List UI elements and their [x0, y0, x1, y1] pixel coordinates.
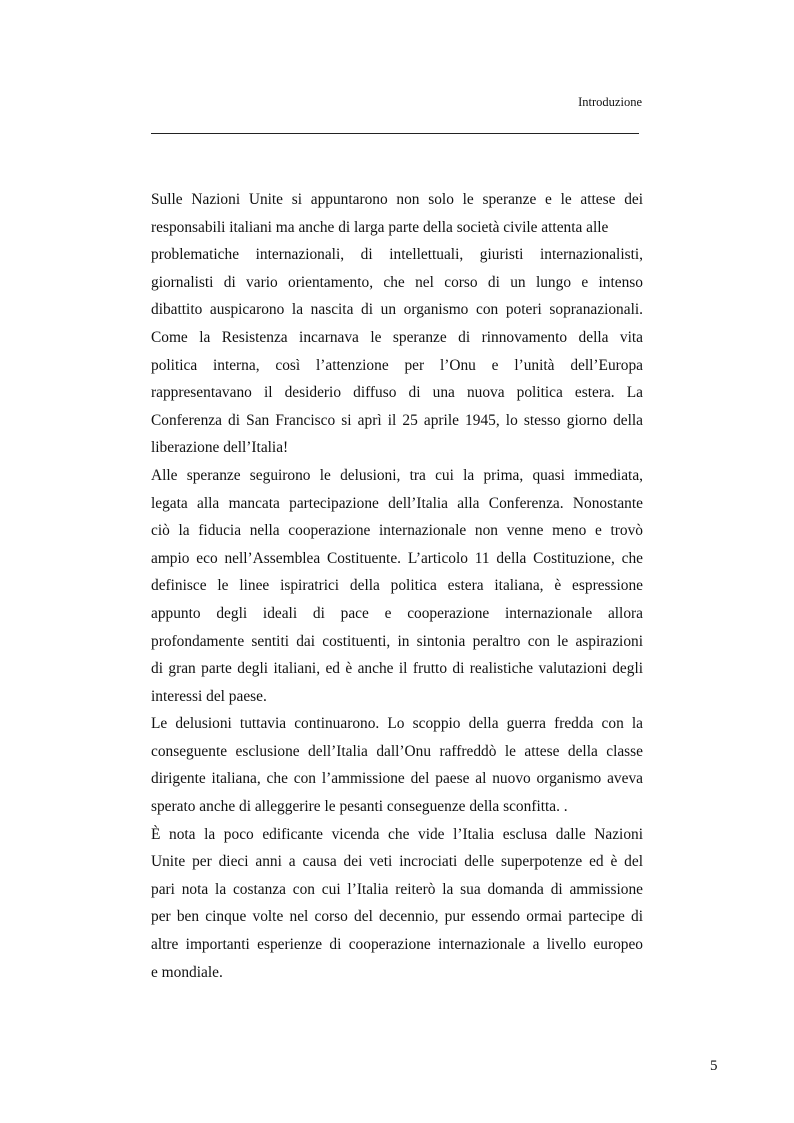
page-number: 5 [710, 1058, 718, 1074]
text-line: definisce le linee ispiratrici della politica estera italiana, è espressione [151, 577, 643, 595]
text-line: conseguente esclusione dell’Italia dall’Onu raffreddò le attese della classe [151, 742, 643, 760]
text-line: dibattito auspicarono la nascita di un organismo con poteri sopranazionali. [151, 301, 643, 319]
text-line: appunto degli ideali di pace e cooperazione internazionale allora [151, 604, 643, 622]
text-line: Le delusioni tuttavia continuarono. Lo scoppio della guerra fredda con la [151, 715, 643, 733]
text-line: liberazione dell’Italia! [151, 439, 289, 457]
text-line: È nota la poco edificante vicenda che vide l’Italia esclusa dalle Nazioni [151, 825, 643, 843]
text-line: interessi del paese. [151, 687, 267, 705]
text-line: problematiche internazionali, di intellettuali, giuristi internazionalisti, [151, 246, 643, 264]
text-line: Come la Resistenza incarnava le speranze di rinnovamento della vita [151, 328, 643, 346]
text-line: profondamente sentiti dai costituenti, in sintonia peraltro con le aspirazioni [151, 632, 643, 650]
text-line: Conferenza di San Francisco si aprì il 25 aprile 1945, lo stesso giorno della [151, 411, 643, 429]
running-header-title: Introduzione [578, 95, 642, 109]
text-line: legata alla mancata partecipazione dell’Italia alla Conferenza. Nonostante [151, 494, 643, 512]
text-line: Unite per dieci anni a causa dei veti incrociati delle superpotenze ed è del [151, 853, 643, 871]
text-line: Alle speranze seguirono le delusioni, tra cui la prima, quasi immediata, [151, 466, 643, 484]
text-line: Sulle Nazioni Unite si appuntarono non solo le speranze e le attese dei [151, 191, 643, 208]
text-line: altre importanti esperienze di cooperazione internazionale a livello europeo [151, 936, 643, 954]
header-rule [151, 133, 639, 134]
text-line: dirigente italiana, che con l’ammissione del paese al nuovo organismo aveva [151, 770, 643, 788]
text-line: per ben cinque volte nel corso del decennio, pur essendo ormai partecipe di [151, 908, 643, 926]
text-line: sperato anche di alleggerire le pesanti conseguenze della sconfitta. . [151, 798, 568, 816]
text-line: ciò la fiducia nella cooperazione internazionale non venne meno e trovò [151, 522, 643, 540]
body-text [151, 186, 643, 986]
text-line: politica interna, così l’attenzione per l’Onu e l’unità dell’Europa [151, 356, 643, 374]
text-line: ampio eco nell’Assemblea Costituente. L’articolo 11 della Costituzione, che [151, 549, 643, 567]
text-line: pari nota la costanza con cui l’Italia reiterò la sua domanda di ammissione [151, 880, 643, 898]
text-line: e mondiale. [151, 963, 223, 981]
text-line: rappresentavano il desiderio diffuso di una nuova politica estera. La [151, 384, 643, 402]
text-line: di gran parte degli italiani, ed è anche il frutto di realistiche valutazioni degli [151, 660, 643, 678]
text-line: responsabili italiani ma anche di larga parte della società civile attenta alle [151, 218, 609, 236]
text-line: giornalisti di vario orientamento, che nel corso di un lungo e intenso [151, 273, 643, 291]
